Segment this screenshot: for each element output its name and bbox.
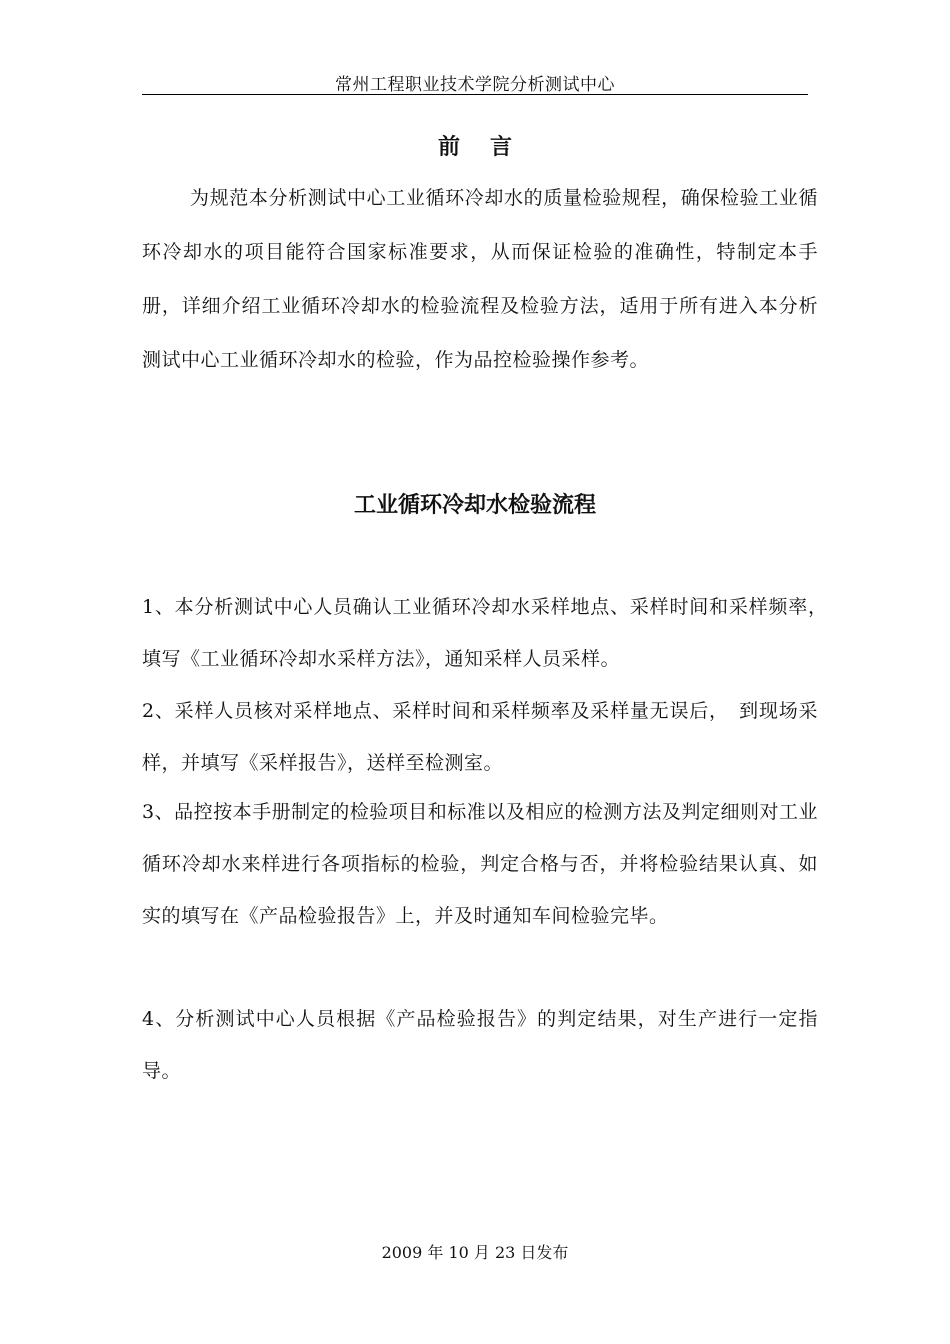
process-item-1: 1、本分析测试中心人员确认工业循环冷却水采样地点、采样时间和采样频率， 填写《工业循环冷却水采样方法》，通知采样人员采样。 (142, 596, 838, 670)
publish-date: 2009 年 10 月 23 日发布 (381, 1243, 569, 1262)
preface-title: 前言 (437, 134, 542, 160)
process-item-2: 2、采样人员核对采样地点、采样时间和采样频率及采样量无误后， 到现场采样，并填写《采样报告》，送样至检测室。 (142, 700, 818, 774)
process-item-4: 4、分析测试中心人员根据《产品检验报告》的判定结果，对生产进行一定指导。 (142, 1008, 818, 1082)
process-title: 工业循环冷却水检验流程 (353, 492, 596, 518)
process-item-3: 3、品控按本手册制定的检验项目和标准以及相应的检测方法及判定细则对工业循环冷却水来样进行各项指标的检验，判定合格与否，并将检验结果认真、如实的填写在《产品检验报告》上，并及时通知车间检验完毕。 (142, 801, 818, 927)
preface-body: 为规范本分析测试中心工业循环冷却水的质量检验规程，确保检验工业循环冷却水的项目能符合国家标准要求，从而保证检验的准确性，特制定本手册，详细介绍工业循环冷却水的检验流程及检验方法，适用于所有进入本分析测试中心工业循环冷却水的检验，作为品控检验操作参考。 (142, 187, 818, 371)
page-header: 常州工程职业技术学院分析测试中心 (335, 75, 615, 95)
header-divider (142, 94, 808, 95)
